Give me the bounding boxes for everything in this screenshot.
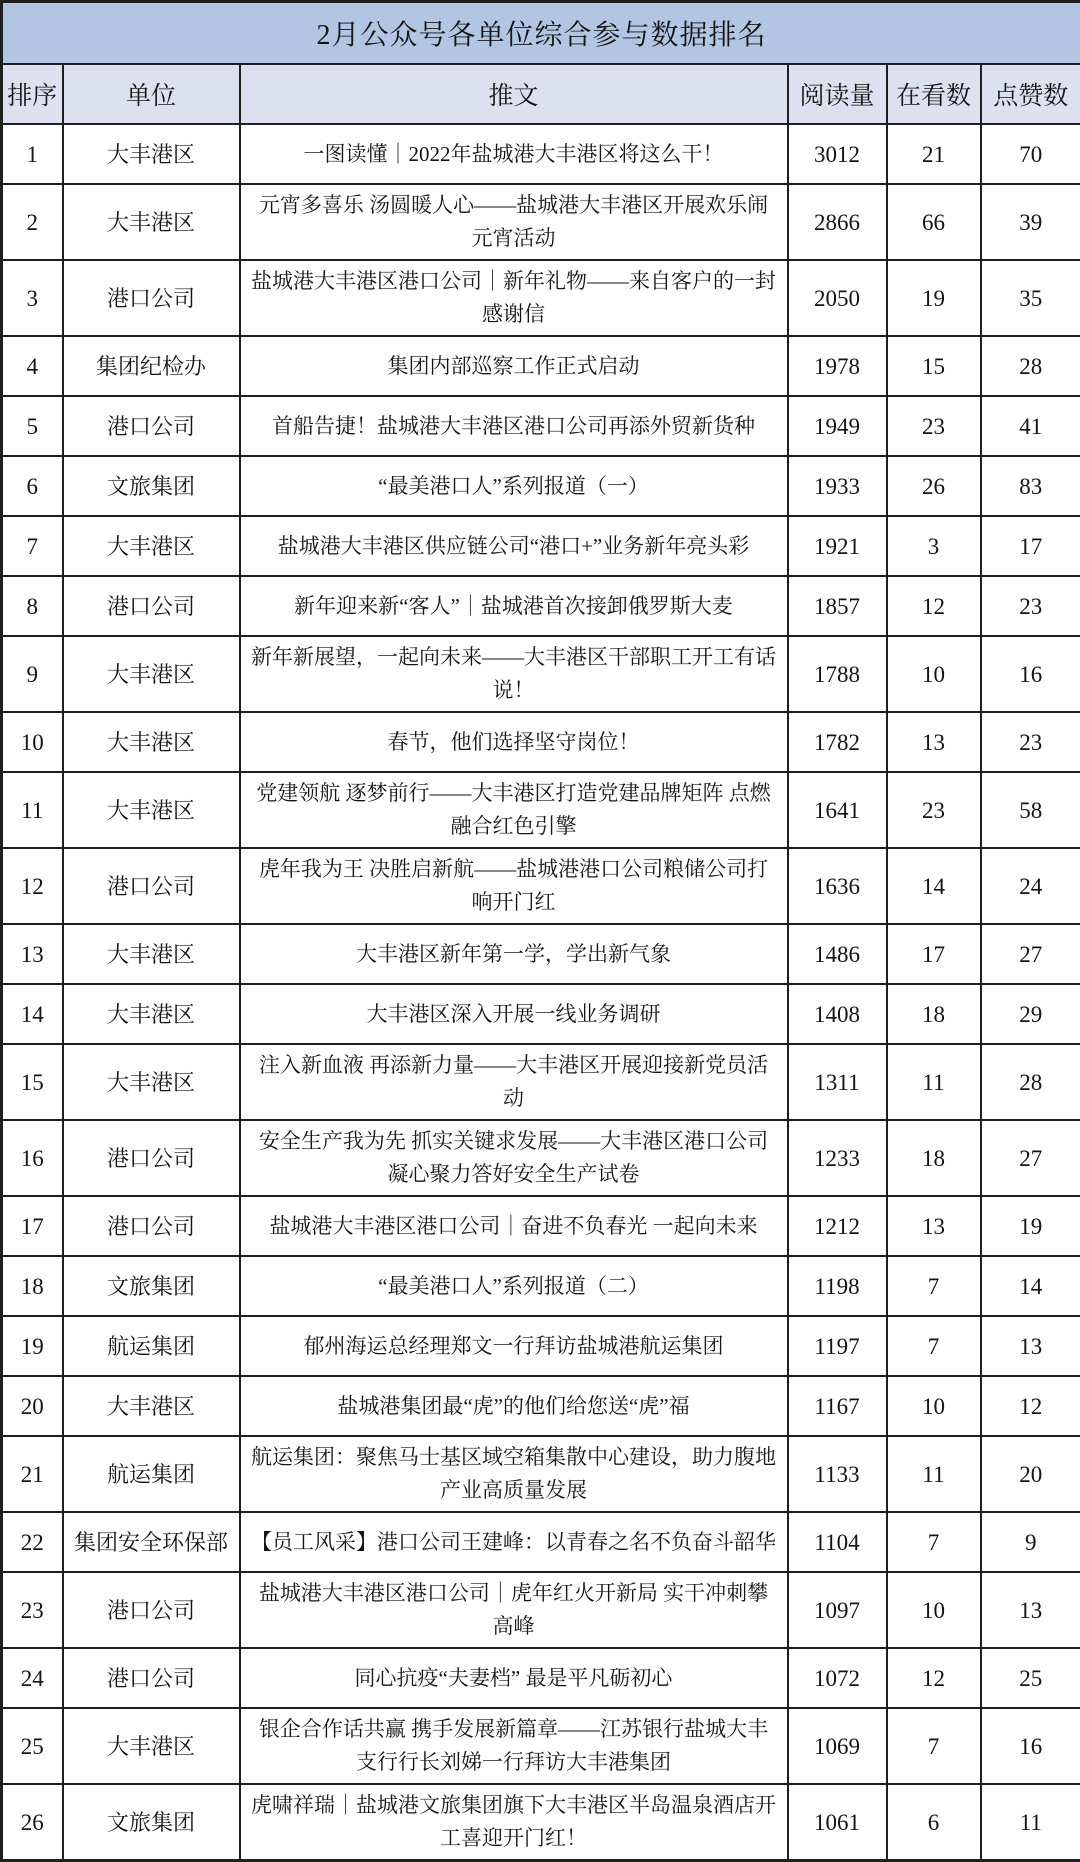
likes-count-cell: 28 xyxy=(981,336,1080,396)
table-row xyxy=(2,712,1080,772)
likes-count-cell: 41 xyxy=(981,396,1080,456)
reads-count-cell: 1212 xyxy=(788,1196,887,1256)
rank-cell: 11 xyxy=(2,772,63,848)
rank-cell: 21 xyxy=(2,1436,63,1512)
unit-cell: 港口公司 xyxy=(63,1120,240,1196)
reads-count-cell: 1933 xyxy=(788,456,887,516)
reads-count-cell: 1233 xyxy=(788,1120,887,1196)
looks-count-cell: 18 xyxy=(887,1120,981,1196)
tweet-title-cell: 盐城港大丰港区供应链公司“港口+”业务新年亮头彩 xyxy=(240,516,788,576)
tweet-title-cell: 盐城港大丰港区港口公司｜新年礼物——来自客户的一封感谢信 xyxy=(240,260,788,336)
looks-count-cell: 10 xyxy=(887,1376,981,1436)
reads-count-cell: 1198 xyxy=(788,1256,887,1316)
reads-count-cell: 1104 xyxy=(788,1512,887,1572)
table-row xyxy=(2,456,1080,516)
likes-count-cell: 58 xyxy=(981,772,1080,848)
table-row xyxy=(2,1316,1080,1376)
tweet-title-cell: 【员工风采】港口公司王建峰：以青春之名不负奋斗韶华 xyxy=(240,1512,788,1572)
reads-count-cell: 1133 xyxy=(788,1436,887,1512)
unit-cell: 航运集团 xyxy=(63,1316,240,1376)
tweet-title-cell: 集团内部巡察工作正式启动 xyxy=(240,336,788,396)
rank-cell: 6 xyxy=(2,456,63,516)
table-row xyxy=(2,1256,1080,1316)
tweet-title-cell: 元宵多喜乐 汤圆暖人心——盐城港大丰港区开展欢乐闹元宵活动 xyxy=(240,184,788,260)
looks-count-cell: 13 xyxy=(887,1196,981,1256)
rank-cell: 26 xyxy=(2,1784,63,1861)
likes-count-cell: 27 xyxy=(981,1120,1080,1196)
unit-cell: 文旅集团 xyxy=(63,456,240,516)
column-header-tweet: 推文 xyxy=(240,64,788,124)
table-row xyxy=(2,984,1080,1044)
table-row xyxy=(2,1044,1080,1120)
looks-count-cell: 7 xyxy=(887,1256,981,1316)
rank-cell: 14 xyxy=(2,984,63,1044)
rank-cell: 3 xyxy=(2,260,63,336)
table-row xyxy=(2,772,1080,848)
rank-cell: 9 xyxy=(2,636,63,712)
tweet-title-cell: “最美港口人”系列报道（一） xyxy=(240,456,788,516)
reads-count-cell: 1097 xyxy=(788,1572,887,1648)
reads-count-cell: 1408 xyxy=(788,984,887,1044)
tweet-title-cell: 春节，他们选择坚守岗位！ xyxy=(240,712,788,772)
column-header-likes: 点赞数 xyxy=(981,64,1080,124)
tweet-title-cell: 盐城港大丰港区港口公司｜虎年红火开新局 实干冲刺攀高峰 xyxy=(240,1572,788,1648)
table-row xyxy=(2,124,1080,184)
rank-cell: 4 xyxy=(2,336,63,396)
table-row xyxy=(2,1784,1080,1861)
likes-count-cell: 23 xyxy=(981,712,1080,772)
reads-count-cell: 1311 xyxy=(788,1044,887,1120)
likes-count-cell: 27 xyxy=(981,924,1080,984)
unit-cell: 大丰港区 xyxy=(63,924,240,984)
reads-count-cell: 1949 xyxy=(788,396,887,456)
rank-cell: 20 xyxy=(2,1376,63,1436)
table-row xyxy=(2,1648,1080,1708)
tweet-title-cell: 党建领航 逐梦前行——大丰港区打造党建品牌矩阵 点燃融合红色引擎 xyxy=(240,772,788,848)
table-body xyxy=(2,124,1080,1861)
reads-count-cell: 2050 xyxy=(788,260,887,336)
tweet-title-cell: 新年新展望，一起向未来——大丰港区干部职工开工有话说！ xyxy=(240,636,788,712)
table-row xyxy=(2,184,1080,260)
looks-count-cell: 12 xyxy=(887,1648,981,1708)
rank-cell: 17 xyxy=(2,1196,63,1256)
looks-count-cell: 66 xyxy=(887,184,981,260)
reads-count-cell: 1641 xyxy=(788,772,887,848)
unit-cell: 港口公司 xyxy=(63,848,240,924)
tweet-title-cell: 郁州海运总经理郑文一行拜访盐城港航运集团 xyxy=(240,1316,788,1376)
tweet-title-cell: 注入新血液 再添新力量——大丰港区开展迎接新党员活动 xyxy=(240,1044,788,1120)
looks-count-cell: 23 xyxy=(887,772,981,848)
header-row xyxy=(2,64,1080,124)
looks-count-cell: 14 xyxy=(887,848,981,924)
table-row xyxy=(2,336,1080,396)
tweet-title-cell: 虎年我为王 决胜启新航——盐城港港口公司粮储公司打响开门红 xyxy=(240,848,788,924)
looks-count-cell: 21 xyxy=(887,124,981,184)
reads-count-cell: 1788 xyxy=(788,636,887,712)
tweet-title-cell: 一图读懂｜2022年盐城港大丰港区将这么干！ xyxy=(240,124,788,184)
rank-cell: 18 xyxy=(2,1256,63,1316)
looks-count-cell: 26 xyxy=(887,456,981,516)
rank-cell: 1 xyxy=(2,124,63,184)
unit-cell: 集团纪检办 xyxy=(63,336,240,396)
unit-cell: 航运集团 xyxy=(63,1436,240,1512)
tweet-title-cell: “最美港口人”系列报道（二） xyxy=(240,1256,788,1316)
likes-count-cell: 12 xyxy=(981,1376,1080,1436)
reads-count-cell: 1921 xyxy=(788,516,887,576)
likes-count-cell: 16 xyxy=(981,1708,1080,1784)
looks-count-cell: 19 xyxy=(887,260,981,336)
tweet-title-cell: 大丰港区新年第一学，学出新气象 xyxy=(240,924,788,984)
rank-cell: 13 xyxy=(2,924,63,984)
looks-count-cell: 7 xyxy=(887,1512,981,1572)
looks-count-cell: 11 xyxy=(887,1436,981,1512)
tweet-title-cell: 大丰港区深入开展一线业务调研 xyxy=(240,984,788,1044)
reads-count-cell: 1636 xyxy=(788,848,887,924)
likes-count-cell: 16 xyxy=(981,636,1080,712)
tweet-title-cell: 航运集团：聚焦马士基区域空箱集散中心建设，助力腹地产业高质量发展 xyxy=(240,1436,788,1512)
unit-cell: 文旅集团 xyxy=(63,1784,240,1861)
table-row xyxy=(2,1436,1080,1512)
likes-count-cell: 20 xyxy=(981,1436,1080,1512)
unit-cell: 港口公司 xyxy=(63,1196,240,1256)
rank-cell: 19 xyxy=(2,1316,63,1376)
tweet-title-cell: 新年迎来新“客人”｜盐城港首次接卸俄罗斯大麦 xyxy=(240,576,788,636)
rank-cell: 10 xyxy=(2,712,63,772)
tweet-title-cell: 同心抗疫“夫妻档” 最是平凡砺初心 xyxy=(240,1648,788,1708)
rank-cell: 8 xyxy=(2,576,63,636)
unit-cell: 大丰港区 xyxy=(63,516,240,576)
rank-cell: 22 xyxy=(2,1512,63,1572)
likes-count-cell: 24 xyxy=(981,848,1080,924)
reads-count-cell: 1857 xyxy=(788,576,887,636)
reads-count-cell: 1978 xyxy=(788,336,887,396)
unit-cell: 大丰港区 xyxy=(63,184,240,260)
unit-cell: 文旅集团 xyxy=(63,1256,240,1316)
looks-count-cell: 7 xyxy=(887,1316,981,1376)
rank-cell: 16 xyxy=(2,1120,63,1196)
likes-count-cell: 13 xyxy=(981,1316,1080,1376)
table-row xyxy=(2,1376,1080,1436)
unit-cell: 大丰港区 xyxy=(63,1708,240,1784)
likes-count-cell: 14 xyxy=(981,1256,1080,1316)
unit-cell: 港口公司 xyxy=(63,1572,240,1648)
unit-cell: 大丰港区 xyxy=(63,636,240,712)
looks-count-cell: 17 xyxy=(887,924,981,984)
table-row xyxy=(2,1120,1080,1196)
unit-cell: 大丰港区 xyxy=(63,1044,240,1120)
looks-count-cell: 18 xyxy=(887,984,981,1044)
table-row xyxy=(2,1196,1080,1256)
likes-count-cell: 29 xyxy=(981,984,1080,1044)
likes-count-cell: 35 xyxy=(981,260,1080,336)
unit-cell: 港口公司 xyxy=(63,576,240,636)
likes-count-cell: 9 xyxy=(981,1512,1080,1572)
table-row xyxy=(2,396,1080,456)
looks-count-cell: 12 xyxy=(887,576,981,636)
table-title: 2月公众号各单位综合参与数据排名 xyxy=(2,2,1080,65)
likes-count-cell: 19 xyxy=(981,1196,1080,1256)
looks-count-cell: 13 xyxy=(887,712,981,772)
unit-cell: 港口公司 xyxy=(63,396,240,456)
table-row xyxy=(2,924,1080,984)
tweet-title-cell: 银企合作话共赢 携手发展新篇章——江苏银行盐城大丰支行行长刘娣一行拜访大丰港集团 xyxy=(240,1708,788,1784)
looks-count-cell: 3 xyxy=(887,516,981,576)
unit-cell: 大丰港区 xyxy=(63,124,240,184)
unit-cell: 大丰港区 xyxy=(63,984,240,1044)
tweet-title-cell: 盐城港集团最“虎”的他们给您送“虎”福 xyxy=(240,1376,788,1436)
unit-cell: 港口公司 xyxy=(63,1648,240,1708)
tweet-title-cell: 虎啸祥瑞｜盐城港文旅集团旗下大丰港区半岛温泉酒店开工喜迎开门红！ xyxy=(240,1784,788,1861)
reads-count-cell: 1072 xyxy=(788,1648,887,1708)
likes-count-cell: 23 xyxy=(981,576,1080,636)
looks-count-cell: 23 xyxy=(887,396,981,456)
rank-cell: 23 xyxy=(2,1572,63,1648)
likes-count-cell: 11 xyxy=(981,1784,1080,1861)
looks-count-cell: 6 xyxy=(887,1784,981,1861)
unit-cell: 港口公司 xyxy=(63,260,240,336)
unit-cell: 集团安全环保部 xyxy=(63,1512,240,1572)
table-row xyxy=(2,1708,1080,1784)
table-row xyxy=(2,1572,1080,1648)
column-header-unit: 单位 xyxy=(63,64,240,124)
likes-count-cell: 28 xyxy=(981,1044,1080,1120)
looks-count-cell: 10 xyxy=(887,636,981,712)
likes-count-cell: 39 xyxy=(981,184,1080,260)
reads-count-cell: 1782 xyxy=(788,712,887,772)
looks-count-cell: 11 xyxy=(887,1044,981,1120)
rank-cell: 2 xyxy=(2,184,63,260)
table-row xyxy=(2,576,1080,636)
likes-count-cell: 70 xyxy=(981,124,1080,184)
likes-count-cell: 17 xyxy=(981,516,1080,576)
reads-count-cell: 2866 xyxy=(788,184,887,260)
table-row xyxy=(2,848,1080,924)
rank-cell: 15 xyxy=(2,1044,63,1120)
looks-count-cell: 10 xyxy=(887,1572,981,1648)
table-row xyxy=(2,636,1080,712)
table-row xyxy=(2,516,1080,576)
rank-cell: 12 xyxy=(2,848,63,924)
table-row xyxy=(2,1512,1080,1572)
reads-count-cell: 1061 xyxy=(788,1784,887,1861)
reads-count-cell: 1167 xyxy=(788,1376,887,1436)
column-header-rank: 排序 xyxy=(2,64,63,124)
reads-count-cell: 1486 xyxy=(788,924,887,984)
reads-count-cell: 1197 xyxy=(788,1316,887,1376)
table-row xyxy=(2,260,1080,336)
likes-count-cell: 83 xyxy=(981,456,1080,516)
likes-count-cell: 25 xyxy=(981,1648,1080,1708)
unit-cell: 大丰港区 xyxy=(63,772,240,848)
rank-cell: 25 xyxy=(2,1708,63,1784)
tweet-title-cell: 首船告捷！盐城港大丰港区港口公司再添外贸新货种 xyxy=(240,396,788,456)
column-header-reads: 阅读量 xyxy=(788,64,887,124)
rank-cell: 24 xyxy=(2,1648,63,1708)
reads-count-cell: 3012 xyxy=(788,124,887,184)
looks-count-cell: 15 xyxy=(887,336,981,396)
looks-count-cell: 7 xyxy=(887,1708,981,1784)
column-header-looks: 在看数 xyxy=(887,64,981,124)
tweet-title-cell: 安全生产我为先 抓实关键求发展——大丰港区港口公司凝心聚力答好安全生产试卷 xyxy=(240,1120,788,1196)
tweet-title-cell: 盐城港大丰港区港口公司｜奋进不负春光 一起向未来 xyxy=(240,1196,788,1256)
rank-cell: 7 xyxy=(2,516,63,576)
reads-count-cell: 1069 xyxy=(788,1708,887,1784)
rank-cell: 5 xyxy=(2,396,63,456)
unit-cell: 大丰港区 xyxy=(63,1376,240,1436)
likes-count-cell: 13 xyxy=(981,1572,1080,1648)
title-row xyxy=(2,2,1080,65)
unit-cell: 大丰港区 xyxy=(63,712,240,772)
